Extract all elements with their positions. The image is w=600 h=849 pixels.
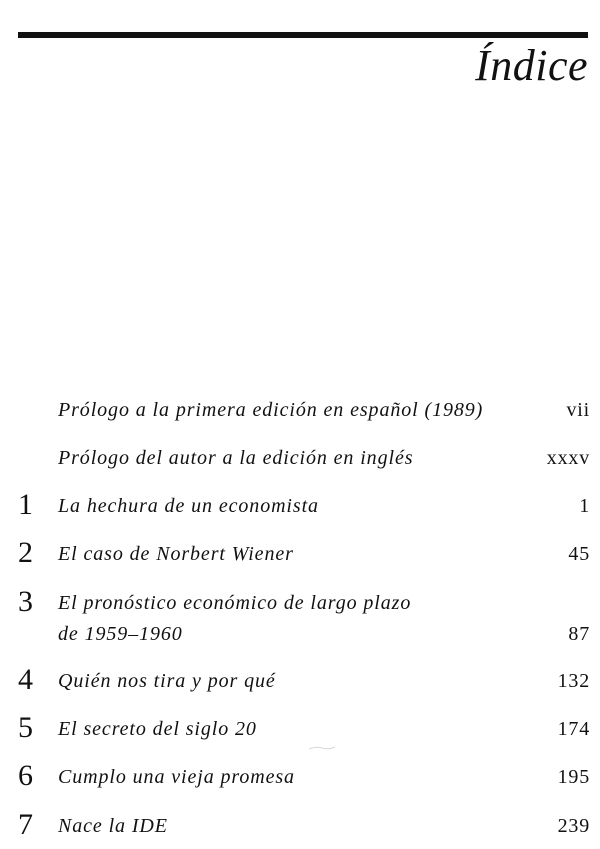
toc-entry-title: El pronóstico económico de largo plazo	[58, 592, 412, 614]
toc-entry-title-continued: de 1959–1960	[58, 623, 183, 645]
toc-entry-title: Prólogo del autor a la edición en inglés	[58, 447, 414, 469]
scan-smudge	[308, 745, 336, 751]
chapter-number: 7	[18, 808, 33, 841]
toc-entry-title: La hechura de un economista	[58, 495, 319, 517]
toc-entry-page: 1	[579, 495, 590, 517]
toc-entry-page: xxxv	[546, 447, 590, 469]
toc-entry-page: 87	[568, 623, 590, 645]
page-title: Índice	[475, 41, 588, 90]
chapter-number: 3	[18, 585, 33, 618]
toc-entry-title: Nace la IDE	[58, 815, 168, 837]
chapter-number: 4	[18, 663, 33, 696]
toc-entry-page: vii	[566, 399, 590, 421]
toc-entry-title: Prólogo a la primera edición en español (1989)	[58, 399, 484, 421]
chapter-number: 6	[18, 759, 33, 792]
toc-entry-title: El caso de Norbert Wiener	[58, 543, 294, 565]
chapter-number: 1	[18, 488, 33, 521]
toc-entry-page: 132	[557, 670, 590, 692]
toc-entry-page: 195	[557, 766, 590, 788]
toc-entry-title: Quién nos tira y por qué	[58, 670, 276, 692]
toc-entry-title: El secreto del siglo 20	[58, 718, 257, 740]
toc-entry-page: 239	[557, 815, 590, 837]
toc-entry-title: Cumplo una vieja promesa	[58, 766, 295, 788]
toc-entry-page: 45	[568, 543, 590, 565]
chapter-number: 2	[18, 536, 33, 569]
chapter-number: 5	[18, 711, 33, 744]
toc-entry-page: 174	[557, 718, 590, 740]
